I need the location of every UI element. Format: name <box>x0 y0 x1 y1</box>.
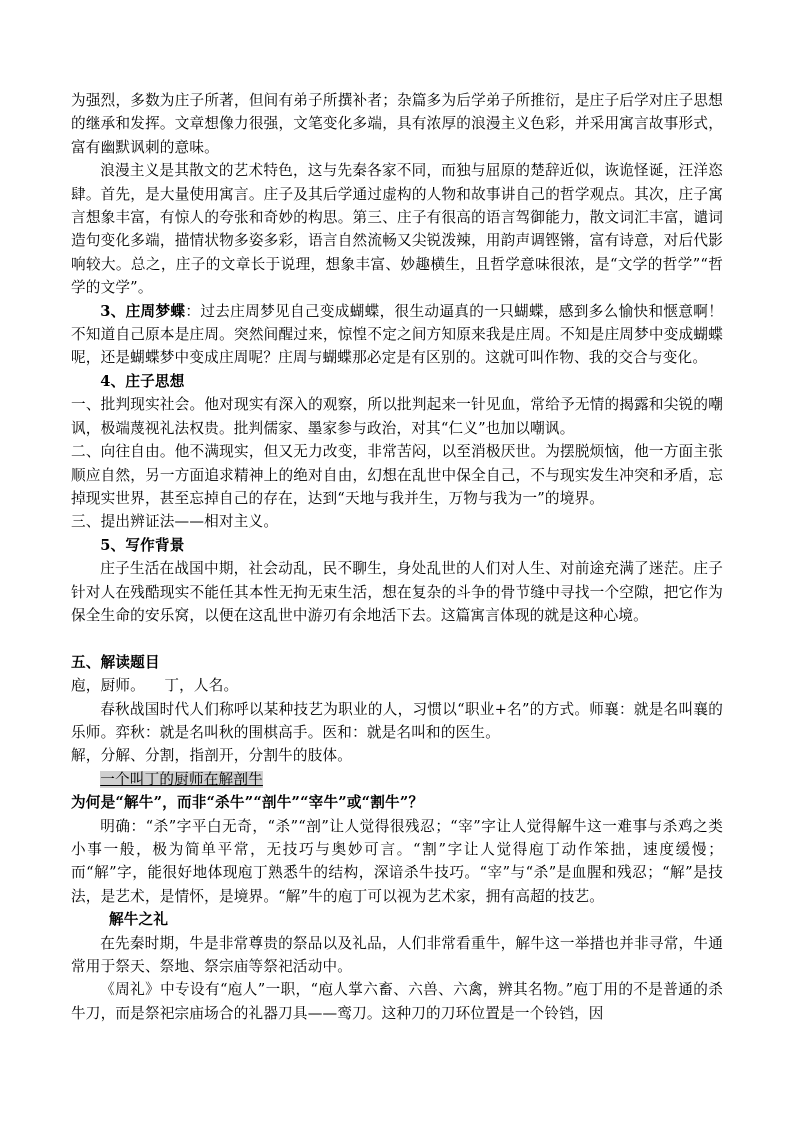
jie-definition: 解，分解、分割，指剖开，分割牛的肢体。 <box>71 747 353 765</box>
naming-custom-paragraph: 春秋战国时代人们称呼以某种技艺为职业的人，习惯以“职业+名”的方式。师襄：就是名叫襄的乐师。弈秋：就是名叫秋的围棋高手。医和：就是名叫和的医生。 <box>71 700 723 741</box>
thought-item-3: 三、提出辨证法——相对主义。 <box>71 513 279 531</box>
section5-heading: 五、解读题目 <box>71 653 160 671</box>
title-interpretation-row <box>71 768 723 791</box>
section-spacer <box>71 627 723 650</box>
dream-title: 3、庄周梦蝶 <box>100 302 186 320</box>
dream-paragraph <box>71 300 723 370</box>
thought-item-1: 一、批判现实社会。他对现实有深入的观察，所以批判起来一针见血，常给予无情的揭露和尖锐的嘲讽，极端蔑视礼法权贵。批判儒家、墨家参与政治，对其“仁义”也加以嘲讽。 <box>71 396 723 437</box>
thought-heading: 4、庄子思想 <box>100 372 185 390</box>
pao-definition: 庖，厨师。 丁，人名。 <box>71 677 239 695</box>
title-interpretation-highlight: 一个叫丁的厨师在解剖牛 <box>100 770 263 788</box>
ritual-paragraph-2: 《周礼》中专设有“庖人”一职，“庖人掌六畜、六兽、六禽，辨其名物。”庖丁用的不是普通的杀牛刀，而是祭祀宗庙场合的礼器刀具——鸾刀。这种刀的刀环位置是一个铃铛，因 <box>71 981 723 1022</box>
ritual-paragraph-1: 在先秦时期，牛是非常尊贵的祭品以及礼品，人们非常看重牛，解牛这一举措也并非寻常，牛通常用于祭天、祭地、祭宗庙等祭祀活动中。 <box>71 934 723 976</box>
why-jieniu-question: 为何是“解牛”，而非“杀牛”“剖牛”“宰牛”或“割牛”？ <box>71 794 424 812</box>
intro-paragraph-2: 浪漫主义是其散文的艺术特色，这与先秦各家不同，而独与屈原的楚辞近似，诙诡怪诞，汪洋恣肆。首先，是大量使用寓言。庄子及其后学通过虚构的人物和故事讲自己的哲学观点。其次，庄子寓言想象丰富，有惊人的夸张和奇妙的构思。第三、庄子有很高的语言驾御能力，散文词汇丰富，谴词造句变化多端，描情状物多姿多彩，语言自然流畅又尖锐泼辣，用韵声调铿锵，富有诗意，对后代影响较大。总之，庄子的文章长于说理，想象丰富、妙趣横生，且哲学意味很浓，是“文学的哲学”“哲学的文学”。 <box>71 162 723 297</box>
ritual-heading: 解牛之礼 <box>108 911 169 929</box>
background-paragraph: 庄子生活在战国中期，社会动乱，民不聊生，身处乱世的人们对人生、对前途充满了迷茫。庄子针对人在残酷现实不能任其本性无拘无束生活，想在复杂的斗争的骨节缝中寻找一个空隙，把它作为保全生命的安乐窝，以便在这乱世中游刃有余地活下去。这篇寓言体现的就是这种心境。 <box>71 560 723 624</box>
intro-paragraph-1: 为强烈，多数为庄子所著，但间有弟子所撰补者；杂篇多为后学弟子所推衍，是庄子后学对庄子思想的继承和发挥。文章想像力很强，文笔变化多端，具有浓厚的浪漫主义色彩，并采用寓言故事形式，富有幽默讽刺的意味。 <box>71 92 723 156</box>
background-heading: 5、写作背景 <box>100 536 185 554</box>
why-jieniu-answer: 明确：“杀”字平白无奇，“杀”“剖”让人觉得很残忍；“宰”字让人觉得解牛这一难事与杀鸡之类小事一般，极为简单平常，无技巧与奥妙可言。“割”字让人觉得庖丁动作笨拙，速度缓慢；而“解”字，能很好地体现庖丁熟悉牛的结构，深谙杀牛技巧。“宰”与“杀”是血腥和残忍；“解”是技法，是艺术，是情怀，是境界。“解”牛的庖丁可以视为艺术家，拥有高超的技艺。 <box>71 817 723 905</box>
dream-text: ：过去庄周梦见自己变成蝴蝶，很生动逼真的一只蝴蝶，感到多么愉快和惬意啊！不知道自己原本是庄周。突然间醒过来，惊惶不定之间方知原来我是庄周。不知是庄周梦中变成蝴蝶呢，还是蝴蝶梦中变成庄周呢？庄周与蝴蝶那必定是有区别的。这就可叫作物、我的交合与变化。 <box>71 302 723 367</box>
thought-item-2: 二、向往自由。他不满现实，但又无力改变，非常苦闷，以至消极厌世。为摆脱烦恼，他一方面主张顺应自然，另一方面追求精神上的绝对自由，幻想在乱世中保全自己，不与现实发生冲突和矛盾，忘掉现实世界，甚至忘掉自己的存在，达到“天地与我并生，万物与我为一”的境界。 <box>71 443 723 507</box>
document-body <box>71 89 723 1025</box>
